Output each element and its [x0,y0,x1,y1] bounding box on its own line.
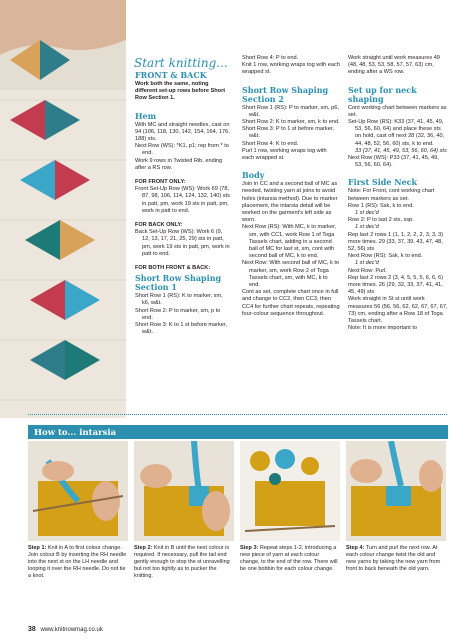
neck-text-1: Cont working chart between markers as set. [348,104,447,118]
site-url: www.knitnowmag.co.uk [40,627,103,633]
body-text-4: Cont as set, complete chart once in full and change to CC2, then CC3, then CC4 for further chart repeats, repeating four-colour sequence throughout. [242,289,340,317]
fsn-next-dec: 1 st dec'd [355,260,379,267]
knit-one-row: Knit 1 row, working wraps tog with each wrapped st. [242,62,340,76]
hem-text-1: With MC and straight needles, cast on 94 (106, 118, 130, 142, 154, 164, 176, 188) sts. [135,121,230,143]
step-1-image [28,441,128,541]
short-row-2-heading: Short Row Shaping Section 2 [242,84,329,104]
step-4-text: Turn and purl the next row. At each colour change twist the old and new yarns by taking the new yarn from front to back beneath the old yarn. [346,545,441,572]
work-straight: Work straight until work measures 49 (48, 48, 53, 53, 58, 57, 57, 63) cm, ending after a WS row. [348,55,440,76]
body-heading: Body [242,170,265,181]
fsn-straight: Work straight in St st until work measures 56 (56, 56, 62, 62, 67, 67, 67, 73) cm, ending after a Row 18 of Toga Tassels chart. [348,296,448,325]
body-text-2: Next Row (RS): With MC, k to marker, sm, with CC1, work Row 1 of Toga Tassels chart, adding in a second ball of MC for last st, sm, cont with second ball of MC, k to end. [242,224,337,260]
neck-text-4: Next Row (WS): P33 (37, 41, 45, 49, 53, 56, 60, 64). [348,155,439,169]
step-2-image [134,441,234,541]
short-row-1-r1: Short Row 1 (RS): K to marker, sm, k6, w&t. [135,293,223,307]
short-row-2-r1: Short Row 1 (RS): P to marker, sm, p6, w&t. [242,104,339,118]
column-3 [348,55,448,333]
step-2-caption [134,545,234,580]
step-4-caption [346,545,446,573]
both-label: FOR BOTH FRONT & BACK: [135,265,211,272]
howto-title: How to... intarsia [34,428,117,438]
short-row-2-r2: Short Row 2: K to marker, sm, k to end. [242,119,340,126]
neck-text-3: 33 (37, 41, 45, 49, 53, 56, 60, 64) sts [355,147,447,154]
fsn-next-row: Next Row (RS): Ssk, k to end. [348,253,423,260]
step-2-title: Step 2: [134,545,153,551]
short-row-1-heading: Short Row Shaping Section 1 [135,273,222,293]
fsn-row-1-dec: 1 st dec'd [355,210,379,217]
step-4-image [346,441,446,541]
front-only-label: FOR FRONT ONLY: [135,179,186,186]
front-setup-row: Front Set-Up Row (WS): Work 69 (78, 87, 98, 106, 114, 124, 132, 140) sts in patt, pm, work 19 sts in patt, pm, work in patt to end. [135,186,230,214]
fsn-purl: Next Row: Purl. [348,267,387,274]
step-3-title: Step 3: [240,545,259,551]
neck-heading: Set up for neck shaping [348,84,417,104]
body-text-1: Join in CC and a second ball of MC as needed, twisting yarn at joins to avoid holes (intarsia method). Due to marker placement, the intarsia detail will be worked on the garment's left side as worn. [242,181,338,224]
hem-text-3: Work 9 rows in Twisted Rib, ending after a RS row. [135,157,223,171]
page-number: 38 [28,626,36,633]
short-row-2-r3: Short Row 3: P to 1 st before marker, w&t. [242,126,334,140]
sweater-photo [0,0,126,418]
step-2-text: Knit in B until the next colour is required. If necessary, pull the tail end gently enough to stop the st unravelling but not too tightly as to pucker the knitting. [134,545,230,579]
divider [28,414,447,415]
fsn-row-2-dec: 1 st dec'd [355,224,379,231]
fsn-row-2: Row 2: P to last 2 sts, ssp. [348,217,414,224]
column-2 [242,55,340,318]
short-row-1-r2: Short Row 2: P to marker, sm, p to end. [135,307,221,321]
fsn-repeat-2: Rep last 2 rows 2 (3, 4, 5, 5, 5, 6, 6, 6) more times. 26 (29, 32, 33, 37, 41, 41, 45, 49) sts [348,274,444,296]
fsn-note-2: Note: It is more important to [348,325,418,332]
step-3-image [240,441,340,541]
footer [28,626,103,633]
fsn-row-1: Row 1 (RS): Ssk, k to end. [348,202,414,209]
back-setup-row: Back Set-Up Row (WS): Work 6 (9, 12, 13, 17, 21, 25, 29) sts in patt, pm, work 19 sts in patt, pm, work in patt to end. [135,229,230,257]
short-row-1-r3: Short Row 3: K to 1 st before marker, w&t. [135,322,228,336]
fsn-note: Note: For Front, cont working chart between markers as set. [348,188,435,202]
first-side-neck-heading: First Side Neck [348,177,418,188]
body-text-3: Next Row: With second ball of MC, k to marker, sm, work Row 2 of Toga Tassels chart, sm, with MC, k to end. [242,260,339,289]
purl-one-row: Purl 1 row, working wraps tog with each wrapped st. [242,147,327,162]
back-only-label: FOR BACK ONLY: [135,222,183,229]
section-title: Start knitting... [134,56,228,70]
front-back-intro: Work both the same, noting different set-up rows before Short Row Section 1. [135,81,226,102]
neck-text-2: Set-Up Row (RS): K33 (37, 41, 45, 49, 53, 56, 60, 64) and place these sts on hold, cast off next 28 (32, 36, 40, 44, 48, 52, 56, 60) sts, k to end. [348,119,445,147]
step-1-text: Knit in A to first colour change. Join colour B by inserting the RH needle into the next st on the LH needle and looping it over the RH needle. Do not tie a knot. [28,545,127,579]
hem-text-2: Next Row (WS): *K1, p1; rep from * to end. [135,143,229,157]
front-back-heading: FRONT & BACK [135,70,207,80]
hem-heading: Hem [135,110,157,121]
fsn-repeat: Rep last 2 rows 1 (1, 1, 2, 2, 2, 3, 3, 3) more times. 29 (33, 37, 39, 43, 47, 48, 52, 56) sts [348,231,444,253]
step-3-caption [240,545,340,573]
short-row-4: Short Row 4: P to end. [242,55,299,61]
step-4-title: Step 4: [346,545,365,551]
step-3-text: Repeat steps 1-2, introducing a new piece of yarn at each colour change, to the end of the row. There will be one bobbin for each colour change. [240,545,338,572]
column-1 [135,55,231,336]
step-1-caption [28,545,128,580]
step-1-title: Step 1: [28,545,47,551]
short-row-2-r4: Short Row 4: K to end. [242,140,299,147]
